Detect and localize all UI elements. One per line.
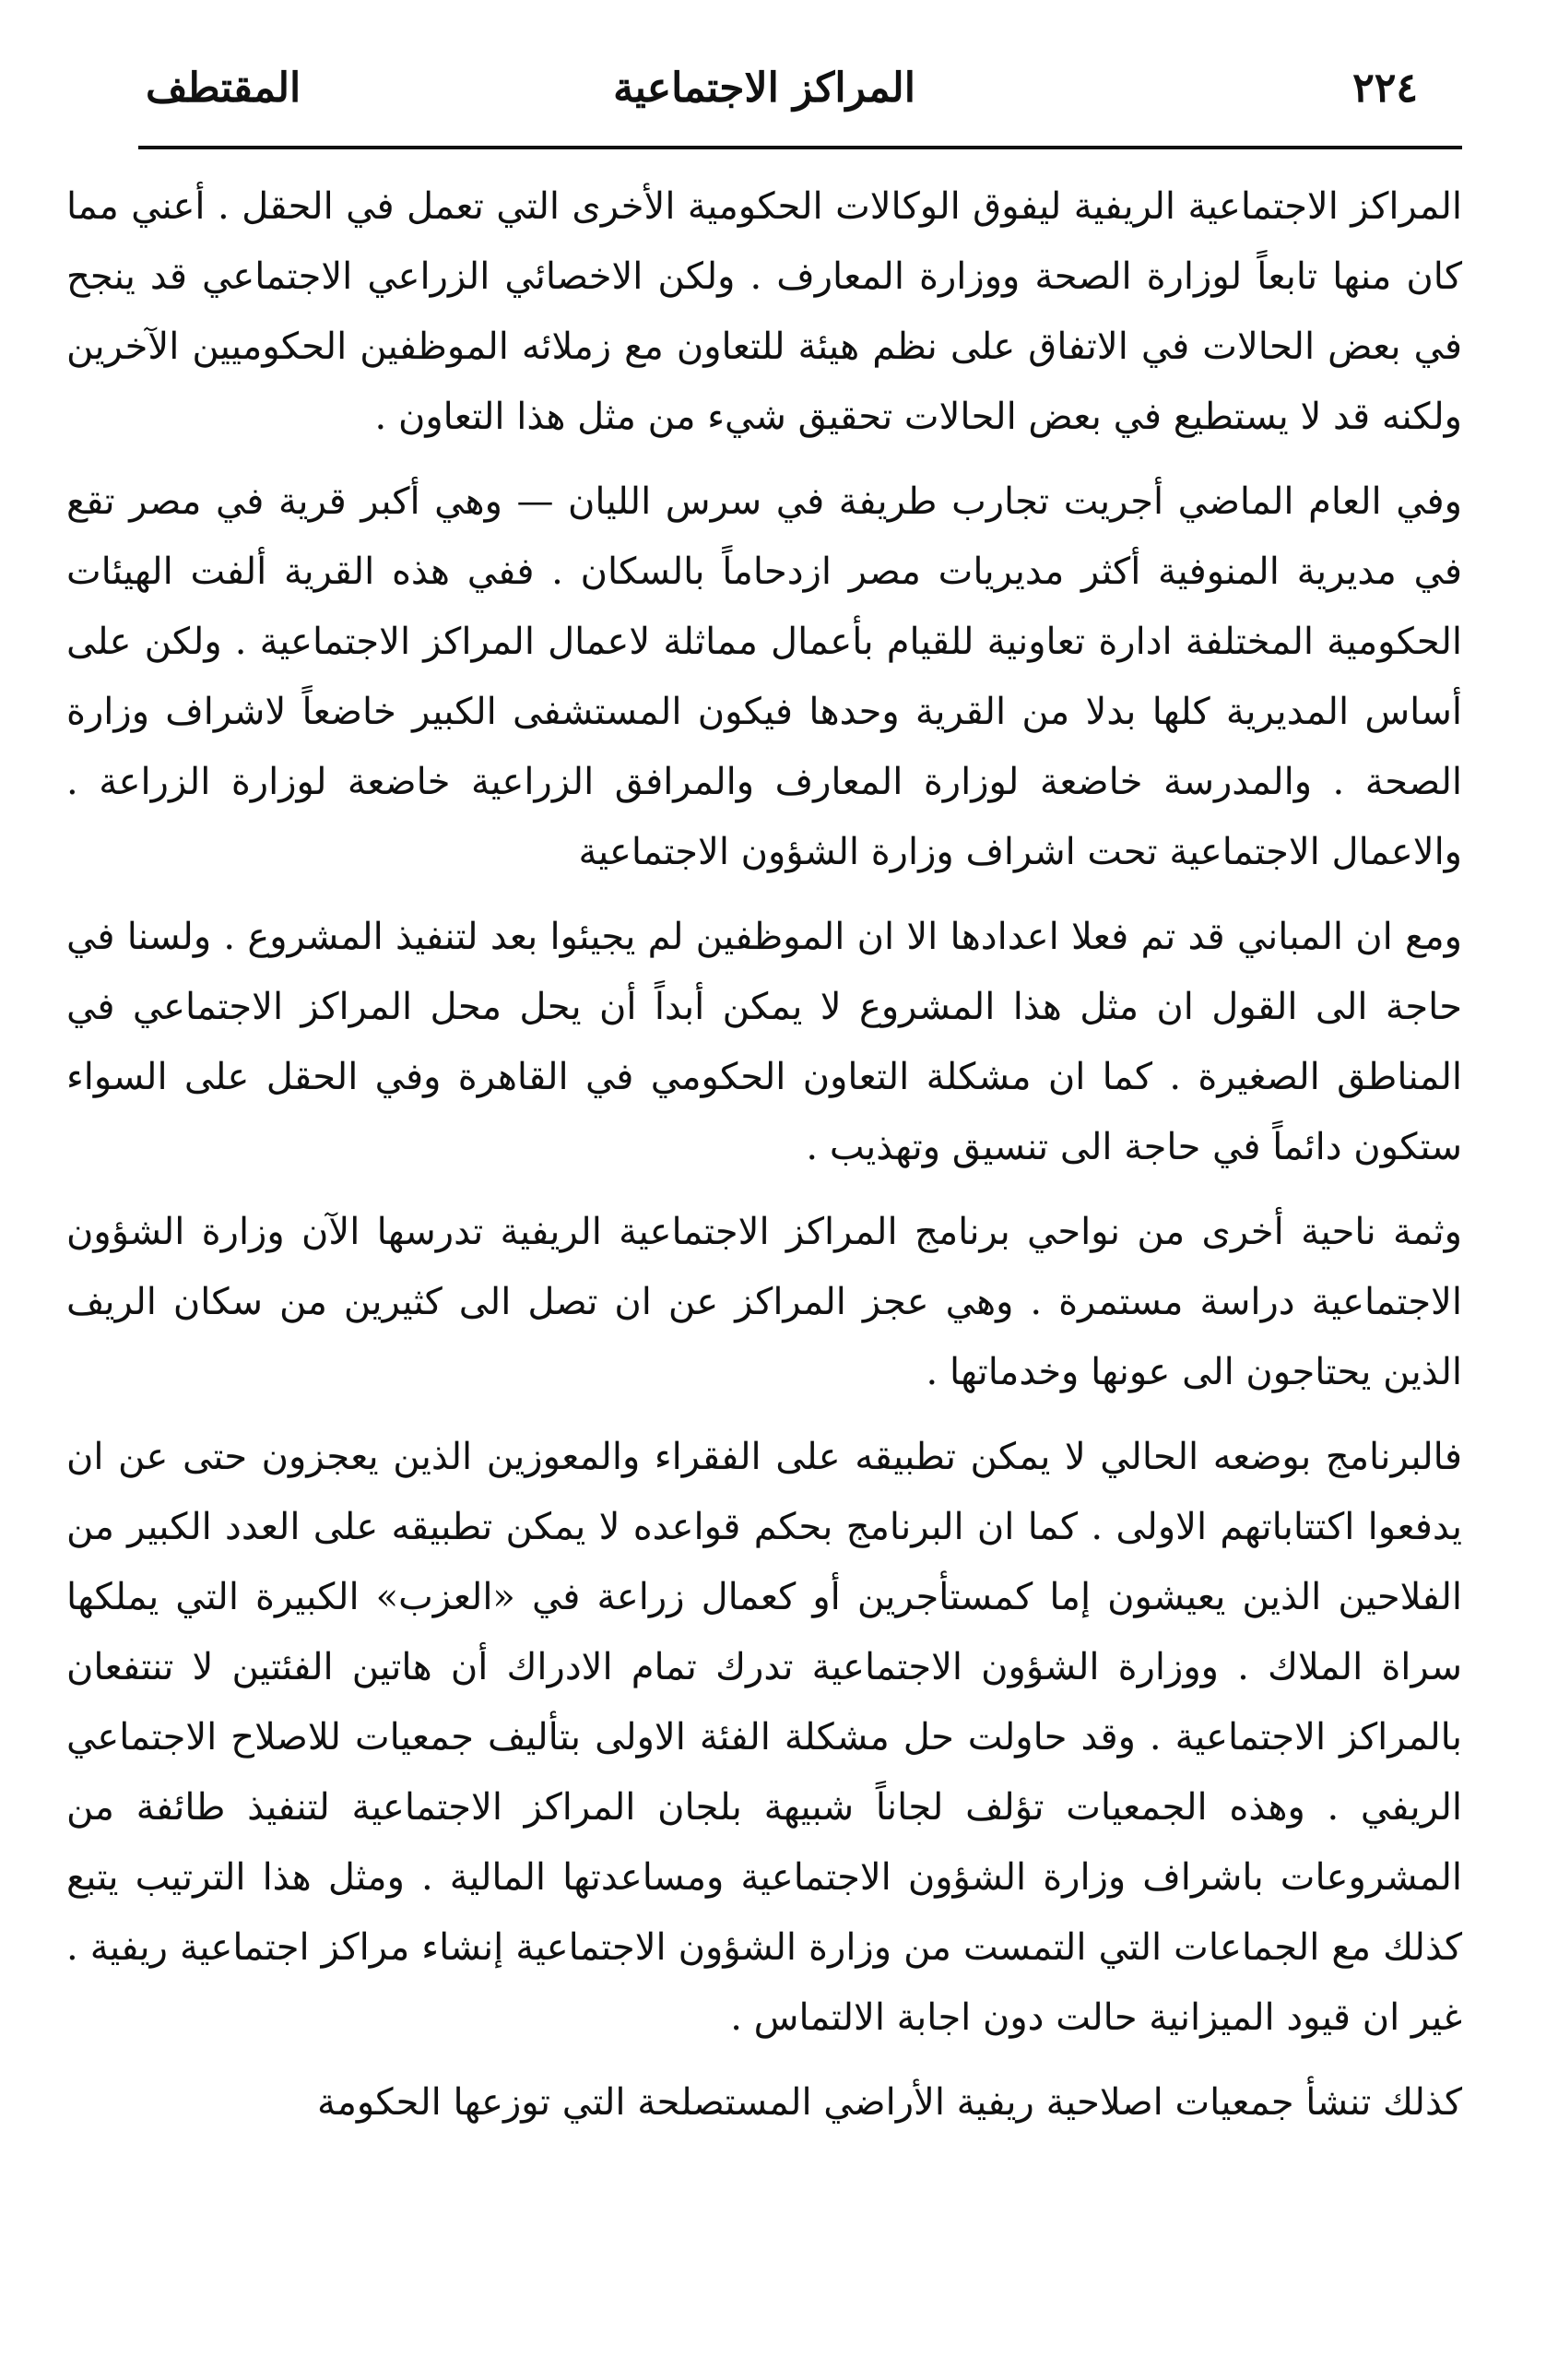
header-rule [138,146,1462,149]
running-title: المراكز الاجتماعية [613,65,915,112]
journal-name: المقتطف [146,65,301,112]
paragraph: ومع ان المباني قد تم فعلا اعدادها الا ان الموظفين لم يجيئوا بعد لتنفيذ المشروع . ولسنا في حاجة الى القول ان مثل هذا المشروع لا يمكن أبداً أن يحل محل المراكز الاجتماعي في المناطق الصغيرة . كما ان مشكلة التعاون الحكومي في القاهرة وفي الحقل على السواء ستكون دائماً في حاجة الى تنسيق وتهذيب . [66,916,1463,1168]
book-page [66,55,1462,2351]
page-header [66,55,1462,148]
paragraph: وثمة ناحية أخرى من نواحي برنامج المراكز الاجتماعية الريفية تدرسها الآن وزارة الشؤون الاجتماعية دراسة مستمرة . وهي عجز المراكز عن ان تصل الى كثيرين من سكان الريف الذين يحتاجون الى عونها وخدماتها . [66,1211,1462,1393]
page-number: ٢٢٤ [1352,65,1418,112]
paragraph: كذلك تنشأ جمعيات اصلاحية ريفية الأراضي المستصلحة التي توزعها الحكومة [317,2081,1462,2124]
paragraph: فالبرنامج بوضعه الحالي لا يمكن تطبيقه على الفقراء والمعوزين الذين يعجزون حتى عن ان يدفعوا اكتتاباتهم الاولى . كما ان البرنامج بحكم قواعده لا يمكن تطبيقه على العدد الكبير من الفلاحين الذين يعيشون إما كمستأجرين أو كعمال زراعة في «العزب» الكبيرة التي يملكها سراة الملاك . ووزارة الشؤون الاجتماعية تدرك تمام الادراك أن هاتين الفئتين لا تنتفعان بالمراكز الاجتماعية . وقد حاولت حل مشكلة الفئة الاولى بتأليف جمعيات للاصلاح الاجتماعي الريفي . وهذه الجمعيات تؤلف لجاناً شبيهة بلجان المراكز الاجتماعية لتنفيذ طائفة من المشروعات باشراف وزارة الشؤون الاجتماعية ومساعدتها المالية . ومثل هذا الترتيب يتبع كذلك مع الجماعات التي التمست من وزارة الشؤون الاجتماعية إنشاء مراكز اجتماعية ريفية . غير ان قيود الميزانية حالت دون اجابة الالتماس . [66,1436,1462,2039]
paragraph: وفي العام الماضي أجريت تجارب طريفة في سرس الليان — وهي أكبر قرية في مصر تقع في مديرية المنوفية أكثر مديريات مصر ازدحاماً بالسكان . ففي هذه القرية ألفت الهيئات الحكومية المختلفة ادارة تعاونية للقيام بأعمال مماثلة لاعمال المراكز الاجتماعية . ولكن على أساس المديرية كلها بدلا من القرية وحدها فيكون المستشفى الكبير خاضعاً لاشراف وزارة الصحة . والمدرسة خاضعة لوزارة المعارف والمرافق الزراعية خاضعة لوزارة الزراعة . والاعمال الاجتماعية تحت اشراف وزارة الشؤون الاجتماعية [66,480,1463,873]
page-body [66,148,1462,2137]
paragraph: المراكز الاجتماعية الريفية ليفوق الوكالات الحكومية الأخرى التي تعمل في الحقل . أعني مما كان منها تابعاً لوزارة الصحة ووزارة المعارف . ولكن الاخصائي الزراعي الاجتماعي قد ينجح في بعض الحالات في الاتفاق على نظم هيئة للتعاون مع زملائه الموظفين الحكوميين الآخرين ولكنه قد لا يستطيع في بعض الحالات تحقيق شيء من مثل هذا التعاون . [66,185,1462,438]
